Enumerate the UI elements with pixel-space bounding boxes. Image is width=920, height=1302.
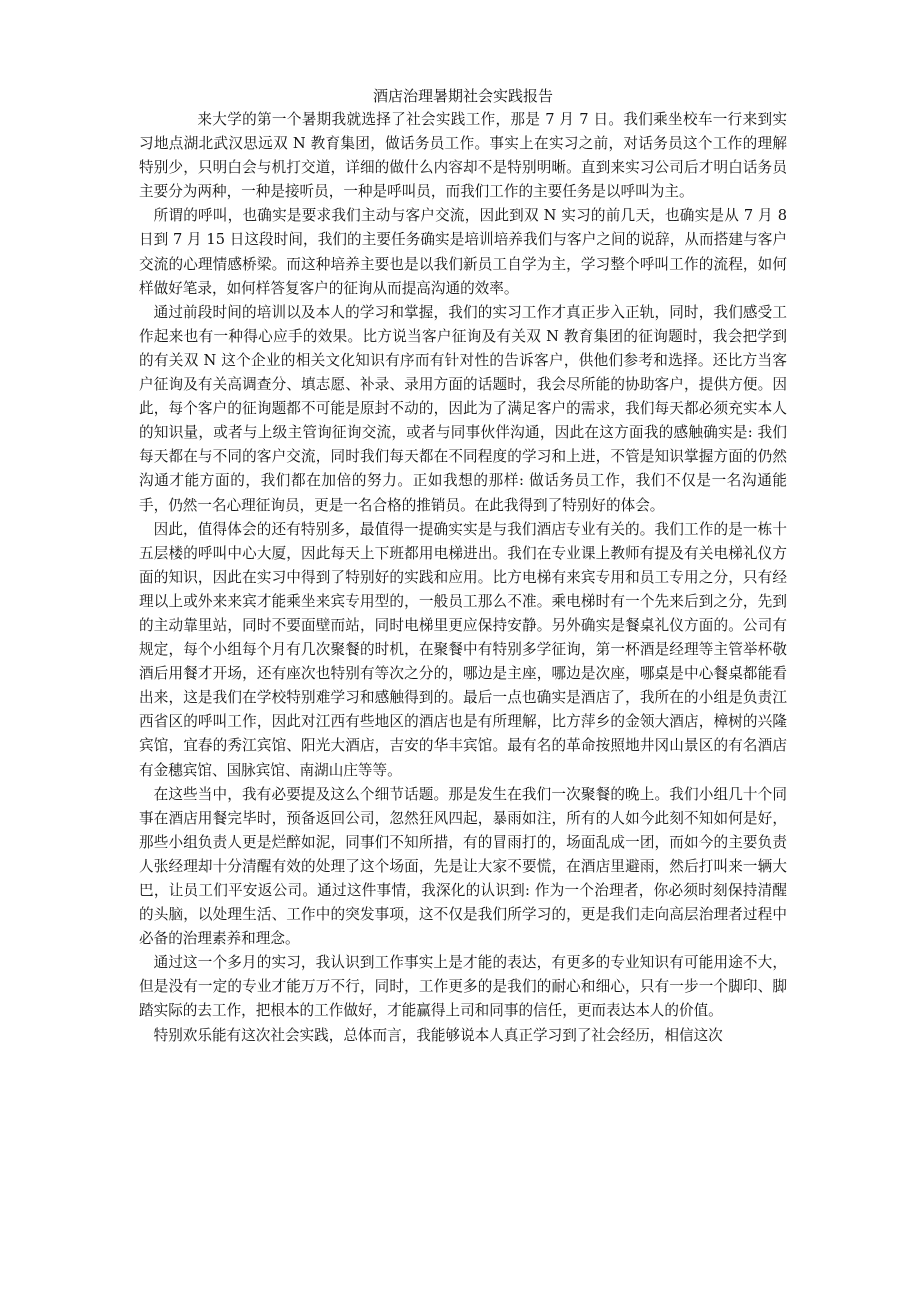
paragraph-2: 所谓的呼叫，也确实是要求我们主动与客户交流，因此到双 N 实习的前几天，也确实是从 7 月 8 日到 7 月 15 日这段时间，我们的主要任务确实是培训培养我们与客户之间的说辞，从而搭建与客户交流的心理情感桥梁。而这种培养主要也是以我们新员工自学为主，学习整个呼叫工作的流程，如何样做好笔录，如何样答复客户的征询从而提高沟通的效率。: [139, 207, 787, 297]
paragraph-4: 因此，值得体会的还有特别多，最值得一提确实实是与我们酒店专业有关的。我们工作的是一栋十五层楼的呼叫中心大厦，因此每天上下班都用电梯进出。我们在专业课上教师有提及有关电梯礼仪方面的知识，因此在实习中得到了特别好的实践和应用。比方电梯有来宾专用和员工专用之分，只有经理以上或外来来宾才能乘坐来宾专用型的，一般员工那么不准。乘电梯时有一个先来后到之分，先到的主动靠里站，同时不要面壁而站，同时电梯里更应保持安静。另外确实是餐桌礼仪方面的。公司有规定，每个小组每个月有几次聚餐的时机，在聚餐中有特别多学征询，第一杯酒是经理等主管举杯敬酒后用餐才开场，还有座次也特别有等次之分的，哪边是主座，哪边是次座，哪桌是中心餐桌都能看出来，这是我们在学校特别难学习和感触得到的。最后一点也确实是酒店了，我所在的小组是负责江西省区的呼叫工作，因此对江西有些地区的酒店也是有所理解，比方萍乡的金领大酒店，樟树的兴隆宾馆，宜春的秀江宾馆、阳光大酒店，吉安的华丰宾馆。最有名的革命按照地井冈山景区的有名酒店有金穗宾馆、国脉宾馆、南湖山庄等等。: [139, 520, 787, 779]
paragraph-3: 通过前段时间的培训以及本人的学习和掌握，我们的实习工作才真正步入正轨，同时，我们感受工作起来也有一种得心应手的效果。比方说当客户征询及有关双 N 教育集团的征询题时，我会把学到的有关双 N 这个企业的相关文化知识有序而有针对性的告诉客户，供他们参考和选择。还比方当客户征询及有关高调查分、填志愿、补录、录用方面的话题时，我会尽所能的协助客户，提供方便。因此，每个客户的征询题都不可能是原封不动的，因此为了满足客户的需求，我们每天都必须充实本人的知识量，或者与上级主管询征询交流，或者与同事伙伴沟通，因此在这方面我的感触确实是: 我们每天都在与不同的客户交流，同时我们每天都在不同程度的学习和上进，不管是知识掌握方面的仍然沟通才能方面的，我们都在加倍的努力。正如我想的那样: 做话务员工作，我们不仅是一名沟通能手，仍然一名心理征询员，更是一名合格的推销员。在此我得到了特别好的体会。: [139, 303, 787, 514]
paragraph-6: 通过这一个多月的实习，我认识到工作事实上是才能的表达，有更多的专业知识有可能用途不大，但是没有一定的专业才能万万不行，同时，工作更多的是我们的耐心和细心，只有一步一个脚印、脚踏实际的去工作，把根本的工作做好，才能赢得上司和同事的信任，更而表达本人的价值。: [139, 954, 787, 1020]
document-page: [139, 84, 787, 1048]
document-title: 酒店治理暑期社会实践报告: [372, 87, 553, 105]
paragraph-5: 在这些当中，我有必要提及这么个细节话题。那是发生在我们一次聚餐的晚上。我们小组几十个同事在酒店用餐完毕时，预备返回公司，忽然狂风四起，暴雨如注，所有的人如今此刻不知如何是好，那些小组负责人更是烂醉如泥，同事们不知所措，有的冒雨打的，场面乱成一团，而如今的主要负责人张经理却十分清醒有效的处理了这个场面，先是让大家不要慌，在酒店里避雨，然后打叫来一辆大巴，让员工们平安返公司。通过这件事情，我深化的认识到: 作为一个治理者，你必须时刻保持清醒的头脑，以处理生活、工作中的突发事项，这不仅是我们所学习的，更是我们走向高层治理者过程中必备的治理素养和理念。: [139, 785, 787, 948]
paragraph-7: 特别欢乐能有这次社会实践，总体而言，我能够说本人真正学习到了社会经历，相信这次: [153, 1026, 723, 1044]
paragraph-1: 来大学的第一个暑期我就选择了社会实践工作，那是 7 月 7 日。我们乘坐校车一行来到实习地点湖北武汉思远双 N 教育集团，做话务员工作。事实上在实习之前，对话务员这个工作的理解特别少，只明白会与机打交道，详细的做什么内容却不是特别明晰。直到来实习公司后才明白话务员主要分为两种，一种是接听员，一种是呼叫员，而我们工作的主要任务是以呼叫为主。: [139, 111, 787, 201]
